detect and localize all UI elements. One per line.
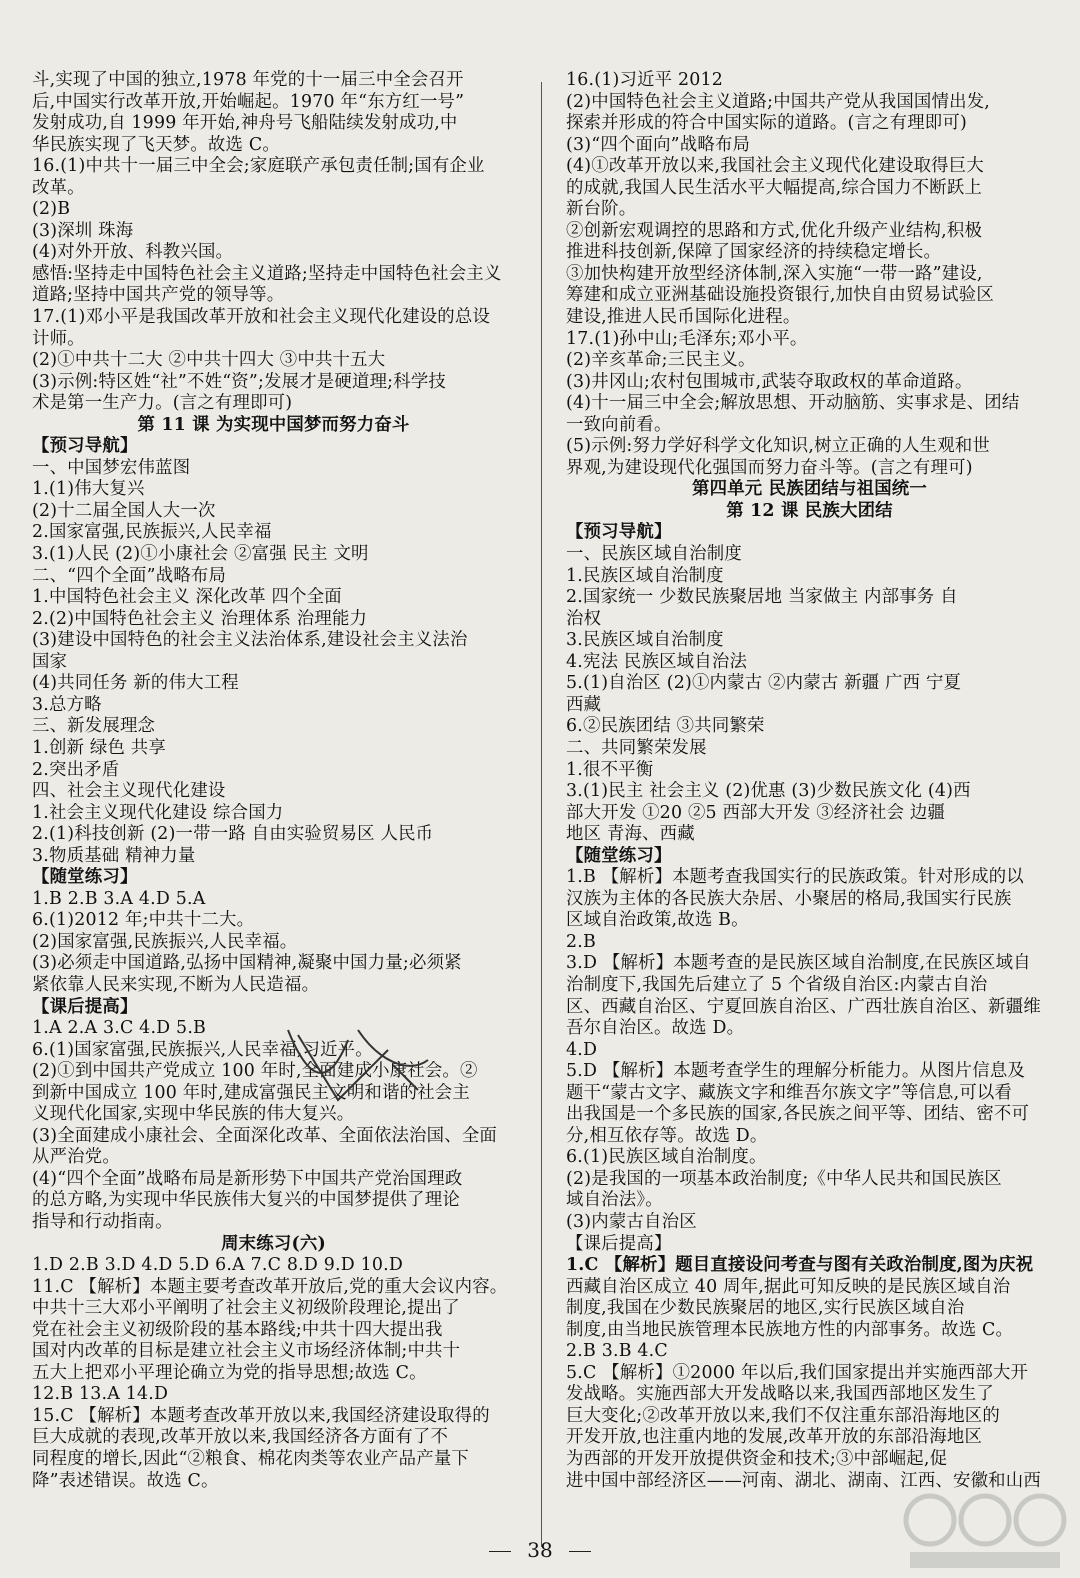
text-line: 2.(1)科技创新 (2)一带一路 自由实验贸易区 人民币 [32, 824, 434, 845]
text-line: 5.D 【解析】本题考查学生的理解分析能力。从图片信息及 [566, 1061, 1026, 1082]
text-line: 一致向前看。 [566, 414, 672, 435]
text-line: 感悟:坚持走中国特色社会主义道路;坚持走中国特色社会主义 [32, 263, 502, 284]
text-line: 的总方略,为实现中华民族伟大复兴的中国梦提供了理论 [32, 1190, 460, 1211]
text-line: 巨大成就的表现,改革开放以来,我国经济各方面有了不 [32, 1427, 449, 1448]
text-line: (4)“四个全面”战略布局是新形势下中国共产党治国理政 [32, 1168, 463, 1189]
text-line: 西藏 [566, 694, 602, 715]
text-line: 华民族实现了飞天梦。故选 C。 [32, 134, 280, 155]
text-line: (4)共同任务 新的伟大工程 [32, 673, 239, 694]
text-line: 计师。 [32, 328, 85, 349]
section-heading: 【课后提高】 [32, 996, 138, 1017]
section-heading: 【预习导航】 [32, 436, 138, 457]
text-line: (2)十二届全国人大一次 [32, 500, 216, 521]
text-line: (3)必须走中国道路,弘扬中国精神,凝聚中国力量;必须紧 [32, 953, 462, 974]
text-line: 1.民族区域自治制度 [566, 565, 724, 586]
text-line: (3)示例:特区姓“社”不姓“资”;发展才是硬道理;科学技 [32, 371, 446, 392]
text-line: 制度,我国在少数民族聚居的地区,实行民族区域自治 [566, 1298, 965, 1319]
text-line: 15.C 【解析】本题考查改革开放以来,我国经济建设取得的 [32, 1405, 490, 1426]
text-line: 2.B [566, 931, 596, 952]
text-line: (2)国家富强,民族振兴,人民幸福。 [32, 931, 298, 952]
text-line: 区域自治政策,故选 B。 [566, 910, 749, 931]
text-line: (3)全面建成小康社会、全面深化改革、全面依法治国、全面 [32, 1125, 498, 1146]
text-line: 3.(1)民主 社会主义 (2)优惠 (3)少数民族文化 (4)西 [566, 781, 971, 802]
text-line: 2.国家富强,民族振兴,人民幸福 [32, 522, 272, 543]
text-line: 4.宪法 民族区域自治法 [566, 651, 748, 672]
text-line: 1.B 【解析】本题考查我国实行的民族政策。针对形成的以 [566, 867, 1024, 888]
text-line: 16.(1)中共十一届三中全会;家庭联产承包责任制;国有企业 [32, 156, 485, 177]
text-line: (4)①改革开放以来,我国社会主义现代化建设取得巨大 [566, 156, 984, 177]
text-line: 新台阶。 [566, 199, 637, 220]
text-line: 巨大变化;②改革开放以来,我们不仅注重东部沿海地区的 [566, 1405, 1000, 1426]
text-line: 四、社会主义现代化建设 [32, 781, 226, 802]
text-line: 改革。 [32, 177, 85, 198]
text-line: (3)井冈山;农村包围城市,武装夺取政权的革命道路。 [566, 371, 973, 392]
column-divider [541, 82, 542, 1547]
section-heading: 【预习导航】 [566, 522, 672, 543]
text-line: 地区 青海、西藏 [566, 824, 695, 845]
text-line: 的成就,我国人民生活水平大幅提高,综合国力不断跃上 [566, 177, 983, 198]
section-heading: 【随堂练习】 [566, 845, 672, 866]
unit-title: 第四单元 民族团结与祖国统一 [692, 479, 927, 500]
text-line: 界观,为建设现代化强国而努力奋斗等。(言之有理可) [566, 457, 973, 478]
text-line: 1.中国特色社会主义 深化改革 四个全面 [32, 587, 342, 608]
text-line: 区、西藏自治区、宁夏回族自治区、广西壮族自治区、新疆维 [566, 996, 1041, 1017]
text-line: 16.(1)习近平 2012 [566, 70, 724, 90]
text-line: 道路;坚持中国共产党的领导等。 [32, 285, 285, 306]
lesson-title: 第 12 课 民族大团结 [726, 500, 893, 521]
text-line: (2)①中共十二大 ②中共十四大 ③中共十五大 [32, 350, 386, 371]
text-line: 2.B 3.B 4.C [566, 1341, 668, 1362]
text-line: 发射成功,自 1999 年开始,神舟号飞船陆续发射成功,中 [32, 113, 458, 134]
text-line: 3.总方略 [32, 694, 102, 715]
text-line: 1.D 2.B 3.D 4.D 5.D 6.A 7.C 8.D 9.D 10.D [32, 1255, 403, 1276]
text-line: ③加快构建开放型经济体制,深入实施“一带一路”建设, [566, 263, 983, 284]
text-line: (2)B [32, 199, 71, 220]
section-heading: 【随堂练习】 [32, 867, 138, 888]
text-line: 到新中国成立 100 年时,建成富强民主文明和谐的社会主 [32, 1082, 470, 1103]
text-line: (5)示例:努力学好科学文化知识,树立正确的人生观和世 [566, 436, 991, 457]
text-line: 2.突出矛盾 [32, 759, 120, 780]
text-line: 2.国家统一 少数民族聚居地 当家做主 内部事务 自 [566, 587, 958, 608]
text-line: (2)①到中国共产党成立 100 年时,全面建成小康社会。② [32, 1061, 478, 1082]
text-line: (4)对外开放、科教兴国。 [32, 242, 234, 263]
text-line: 治权 [566, 608, 602, 629]
text-line: 1.社会主义现代化建设 综合国力 [32, 802, 284, 823]
text-line: 治制度下,我国先后建立了 5 个省级自治区:内蒙古自治 [566, 974, 988, 995]
text-line: 5.C 【解析】①2000 年以后,我们国家提出并实施西部大开 [566, 1362, 1029, 1383]
text-line: 开发开放,也注重内地的发展,改革开放的东部沿海地区 [566, 1427, 983, 1448]
text-line: 进中国中部经济区——河南、湖北、湖南、江西、安徽和山西 [566, 1470, 1041, 1491]
text-line: 1.创新 绿色 共享 [32, 737, 166, 758]
text-line: 二、共同繁荣发展 [566, 737, 707, 758]
text-line: 【课后提高】 [566, 1233, 672, 1254]
text-line: 1.(1)伟大复兴 [32, 479, 145, 500]
text-line: 制度,由当地民族管理本民族地方性的内部事务。故选 C。 [566, 1319, 1014, 1340]
text-line: 部大开发 ①20 ②5 西部大开发 ③经济社会 边疆 [566, 802, 946, 823]
text-line: (3)建设中国特色的社会主义法治体系,建设社会主义法治 [32, 630, 468, 651]
text-line: 6.(1)国家富强,民族振兴,人民幸福,习近平。 [32, 1039, 373, 1060]
text-line: 4.D [566, 1039, 598, 1060]
text-line: 国对内改革的目标是建立社会主义市场经济体制;中共十 [32, 1341, 461, 1362]
right-column [566, 70, 1053, 1492]
text-line: 中共十三大邓小平阐明了社会主义初级阶段理论,提出了 [32, 1298, 460, 1319]
text-line: 题干“蒙古文字、藏族文字和维吾尔族文字”等信息,可以看 [566, 1082, 1013, 1103]
text-line: 推进科技创新,保障了国家经济的持续稳定增长。 [566, 242, 942, 263]
text-line: (2)中国特色社会主义道路;中国共产党从我国国情出发, [566, 91, 991, 112]
footer-dash-right [569, 1551, 591, 1552]
text-line: 术是第一生产力。(言之有理即可) [32, 393, 293, 414]
text-line: 3.民族区域自治制度 [566, 630, 724, 651]
text-line: 2.(2)中国特色社会主义 治理体系 治理能力 [32, 608, 368, 629]
text-line: 二、“四个全面”战略布局 [32, 565, 227, 586]
text-line: (3)内蒙古自治区 [566, 1211, 697, 1232]
weekend-practice-title: 周末练习(六) [221, 1233, 326, 1254]
text-line: (2)是我国的一项基本政治制度;《中华人民共和国民族区 [566, 1168, 1002, 1189]
text-line: 降”表述错误。故选 C。 [32, 1470, 219, 1491]
text-line: 从严治党。 [32, 1147, 120, 1168]
text-line: 三、新发展理念 [32, 716, 156, 737]
text-line: 17.(1)孙中山;毛泽东;邓小平。 [566, 328, 808, 349]
left-column [32, 70, 515, 1492]
text-line: 汉族为主体的各民族大杂居、小聚居的格局,我国实行民族 [566, 888, 1012, 909]
text-line: 同程度的增长,因此“②粮食、棉花肉类等农业产品产量下 [32, 1449, 469, 1469]
text-line: 探索并形成的符合中国实际的道路。(言之有理即可) [566, 113, 967, 134]
text-line: (3)深圳 珠海 [32, 220, 134, 241]
text-line: 17.(1)邓小平是我国改革开放和社会主义现代化建设的总设 [32, 307, 491, 328]
text-line: 1.A 2.A 3.C 4.D 5.B [32, 1018, 207, 1039]
text-line: (3)“四个面向”战略布局 [566, 134, 751, 155]
text-line: 分,相互依存等。故选 D。 [566, 1125, 768, 1146]
text-line: 6.②民族团结 ③共同繁荣 [566, 716, 765, 737]
text-line: 6.(1)2012 年;中共十二大。 [32, 910, 255, 931]
page-number: 38 [527, 1538, 553, 1562]
text-line: ②创新宏观调控的思路和方式,优化升级产业结构,积极 [566, 220, 983, 241]
text-line: 1.很不平衡 [566, 759, 654, 780]
text-line: 筹建和成立亚洲基础设施投资银行,加快自由贸易试验区 [566, 285, 994, 306]
text-line: 五大上把邓小平理论确立为党的指导思想;故选 C。 [32, 1362, 427, 1383]
footer-dash-left [489, 1551, 511, 1552]
text-line: 西藏自治区成立 40 周年,据此可知反映的是民族区域自治 [566, 1276, 1011, 1297]
text-line: 紧依靠人民来实现,不断为人民造福。 [32, 974, 320, 995]
text-line: 为西部的开发开放提供资金和技术;③中部崛起,促 [566, 1449, 948, 1469]
text-line: 3.(1)人民 (2)①小康社会 ②富强 民主 文明 [32, 544, 369, 565]
text-line: 建设,推进人民币国际化进程。 [566, 307, 801, 328]
handwritten-scribble [268, 1020, 438, 1110]
text-line: 域自治法》。 [566, 1190, 663, 1211]
text-line: 斗,实现了中国的独立,1978 年党的十一届三中全会召开 [32, 70, 464, 90]
text-line: 5.(1)自治区 (2)①内蒙古 ②内蒙古 新疆 广西 宁夏 [566, 673, 962, 694]
text-line: (4)十一届三中全会;解放思想、开动脑筋、实事求是、团结 [566, 393, 1020, 414]
text-line: 指导和行动指南。 [32, 1211, 173, 1232]
text-line: 出我国是一个多民族的国家,各民族之间平等、团结、密不可 [566, 1104, 1030, 1125]
section-heading: 1.C 【解析】题目直接设问考查与图有关政治制度,图为庆祝 [566, 1255, 1034, 1276]
text-line: 11.C 【解析】本题主要考查改革开放后,党的重大会议内容。 [32, 1276, 508, 1297]
text-line: 一、民族区域自治制度 [566, 544, 742, 565]
watermark-logo [900, 1492, 1070, 1574]
text-line: 6.(1)民族区域自治制度。 [566, 1147, 767, 1168]
text-line: 3.D 【解析】本题考查的是民族区域自治制度,在民族区域自 [566, 953, 1031, 974]
text-line: 吾尔自治区。故选 D。 [566, 1018, 745, 1039]
text-line: 1.B 2.B 3.A 4.D 5.A [32, 888, 206, 909]
text-line: 义现代化国家,实现中华民族的伟大复兴。 [32, 1104, 355, 1125]
text-line: 3.物质基础 精神力量 [32, 845, 196, 866]
lesson-title: 第 11 课 为实现中国梦而努力奋斗 [137, 414, 410, 435]
text-line: (2)辛亥革命;三民主义。 [566, 350, 756, 371]
text-line: 发战略。实施西部大开发战略以来,我国西部地区发生了 [566, 1384, 994, 1405]
text-line: 党在社会主义初级阶段的基本路线;中共十四大提出我 [32, 1319, 443, 1340]
text-line: 国家 [32, 651, 68, 672]
text-line: 后,中国实行改革开放,开始崛起。1970 年“东方红一号” [32, 91, 465, 112]
text-line: 一、中国梦宏伟蓝图 [32, 457, 191, 478]
text-line: 12.B 13.A 14.D [32, 1384, 169, 1405]
